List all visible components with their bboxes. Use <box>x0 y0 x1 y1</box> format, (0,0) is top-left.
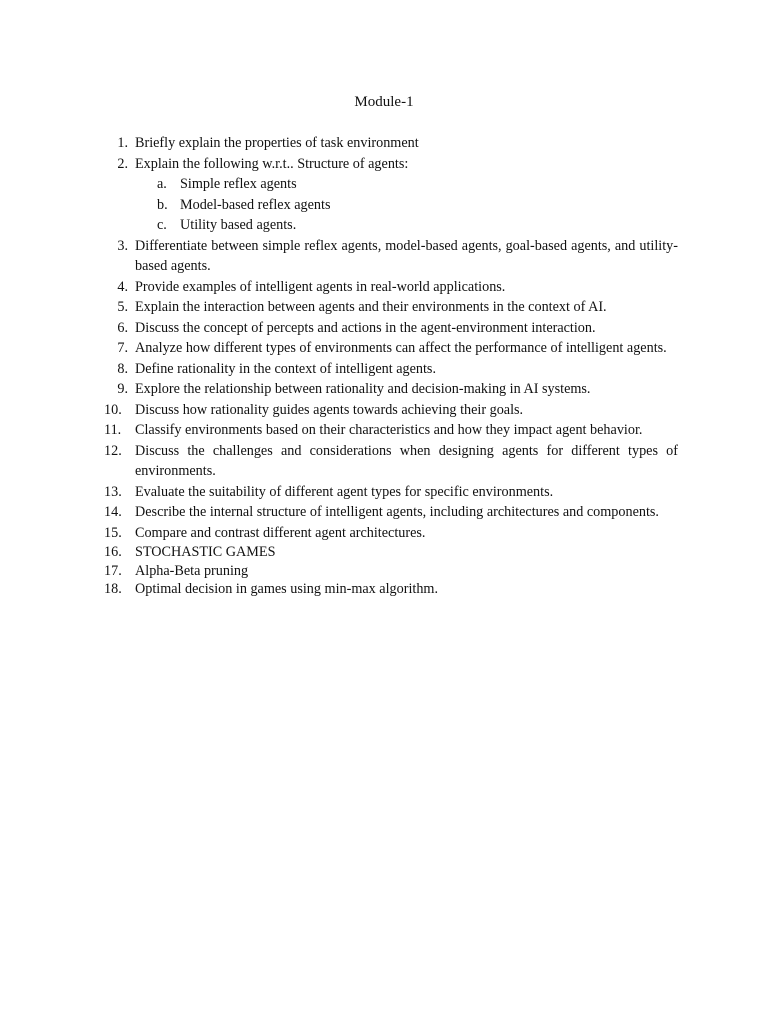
list-item <box>108 133 678 154</box>
item-text: Alpha-Beta pruning <box>135 562 249 579</box>
item-number: 13. <box>104 483 122 500</box>
sub-item-text: Utility based agents. <box>180 217 297 233</box>
item-number: 10. <box>104 401 122 418</box>
sub-item-letter: b. <box>157 196 168 213</box>
list-item <box>104 523 678 544</box>
sub-item-letter: c. <box>157 217 167 233</box>
item-number: 14. <box>104 504 122 520</box>
item-text: Briefly explain the properties of task environment <box>135 135 419 151</box>
page-title: Module-1 <box>354 94 414 110</box>
list-item <box>104 580 678 599</box>
sub-list-item <box>135 215 678 236</box>
item-text: Describe the internal structure of intelligent agents, including architectures and components. <box>135 504 659 520</box>
list-item <box>104 562 678 581</box>
list-item <box>108 379 678 400</box>
list-item <box>104 441 678 482</box>
item-text: Classify environments based on their characteristics and how they impact agent behavior. <box>135 422 643 438</box>
item-number: 12. <box>104 442 122 459</box>
item-text: Discuss how rationality guides agents towards achieving their goals. <box>135 401 524 418</box>
list-item <box>108 154 678 236</box>
list-item <box>108 359 678 380</box>
item-text: Explore the relationship between rationality and decision-making in AI systems. <box>135 381 591 397</box>
item-text: Analyze how different types of environments can affect the performance of intelligent agents. <box>135 340 667 356</box>
list-item <box>108 338 678 359</box>
item-text: Evaluate the suitability of different agent types for specific environments. <box>135 483 554 500</box>
list-item <box>104 543 678 562</box>
item-text: Provide examples of intelligent agents in real-world applications. <box>135 278 506 295</box>
item-number: 15. <box>104 524 122 541</box>
item-number: 17. <box>104 562 122 579</box>
item-number: 8. <box>117 360 128 377</box>
sub-item-text: Model-based reflex agents <box>180 196 331 213</box>
item-text: Define rationality in the context of intelligent agents. <box>135 360 436 377</box>
list-item <box>104 420 678 441</box>
item-text: Optimal decision in games using min-max algorithm. <box>135 581 439 597</box>
item-text: Compare and contrast different agent architectures. <box>135 524 426 541</box>
list-item <box>104 502 678 523</box>
list-item <box>108 318 678 339</box>
item-text: Discuss the challenges and considerations when designing agents for different types of environments. <box>135 442 678 479</box>
question-list <box>104 133 678 599</box>
item-number: 6. <box>117 319 128 336</box>
sub-item-text: Simple reflex agents <box>180 176 297 192</box>
item-number: 18. <box>104 581 122 597</box>
item-number: 3. <box>117 237 128 254</box>
item-number: 16. <box>104 544 122 560</box>
sub-item-letter: a. <box>157 176 167 192</box>
list-item <box>104 482 678 503</box>
item-number: 11. <box>104 422 122 438</box>
item-number: 7. <box>117 340 128 356</box>
item-text: Discuss the concept of percepts and actions in the agent-environment interaction. <box>135 319 596 336</box>
item-number: 9. <box>117 381 128 397</box>
list-item <box>104 400 678 421</box>
list-item <box>108 297 678 318</box>
item-number: 1. <box>117 135 128 151</box>
item-number: 2. <box>117 155 128 172</box>
sub-list-item <box>135 195 678 216</box>
item-text: Differentiate between simple reflex agents, model-based agents, goal-based agents, and utility-based agents. <box>135 237 678 274</box>
item-text: Explain the interaction between agents and their environments in the context of AI. <box>135 299 607 315</box>
item-text: STOCHASTIC GAMES <box>135 544 276 560</box>
list-item <box>108 236 678 277</box>
item-number: 5. <box>117 299 128 315</box>
item-text: Explain the following w.r.t.. Structure of agents: <box>135 155 409 172</box>
list-item <box>108 277 678 298</box>
item-number: 4. <box>117 278 128 295</box>
sub-question-list <box>135 174 678 236</box>
sub-list-item <box>135 174 678 195</box>
